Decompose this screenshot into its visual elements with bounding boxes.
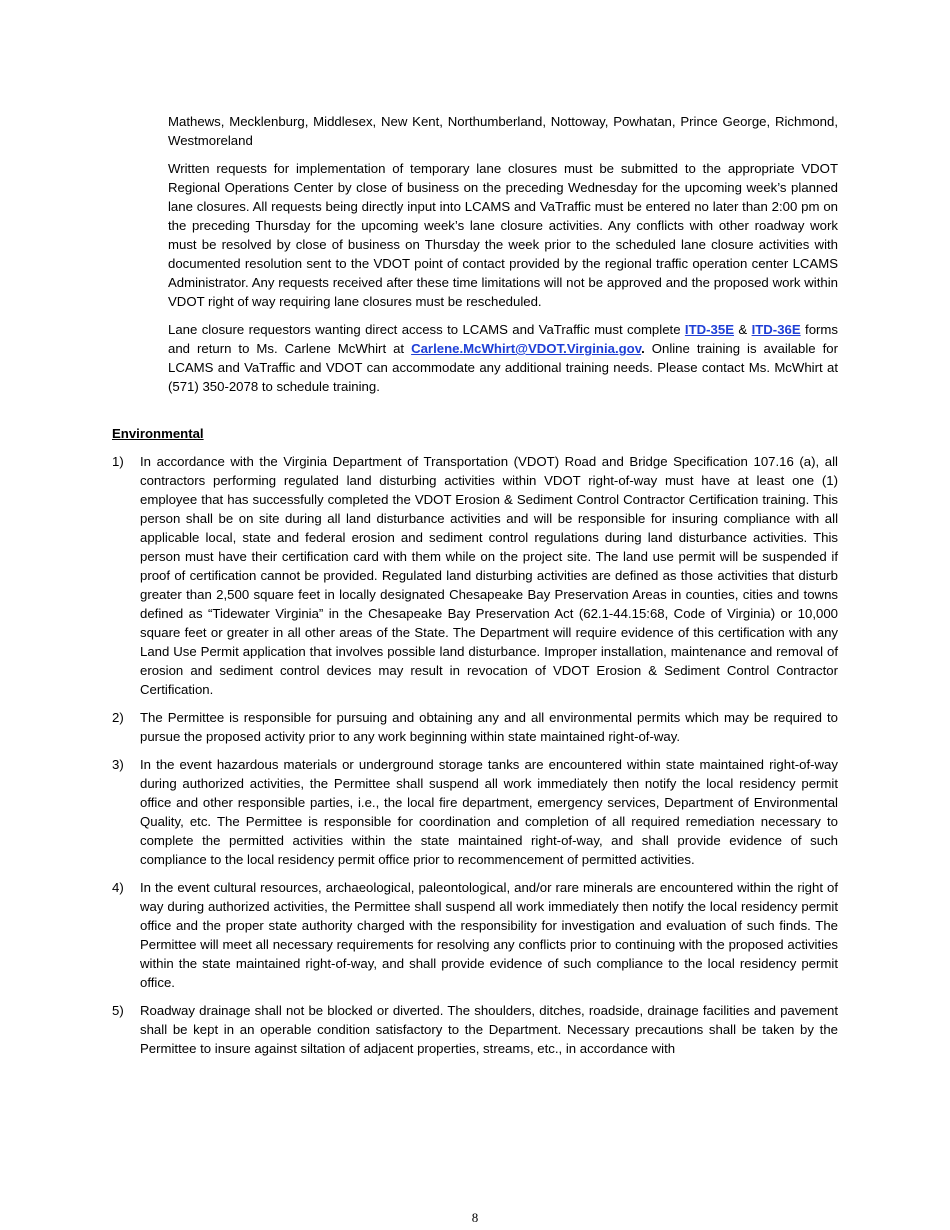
list-item bbox=[112, 452, 838, 699]
ampersand-text: & bbox=[734, 322, 752, 337]
environmental-list bbox=[112, 452, 838, 1067]
access-text-mid: forms and return to Ms. Carlene McWhirt at bbox=[168, 322, 839, 356]
access-text-after: Online training is available for LCAMS and VaTraffic and VDOT can accommodate any additional training needs. Please contact Ms. McWhirt at (571) 350-2078 to schedule training. bbox=[168, 341, 838, 394]
list-item-text: In accordance with the Virginia Department of Transportation (VDOT) Road and Bridge Specification 107.16 (a), all contractors performing regulated land disturbing activities within VDOT right-of-way must have at least one (1) employee that has successfully completed the VDOT Erosion & Sediment Control Contractor Certification training. This person shall be on site during all land disturbance activities and will be responsible for insuring compliance with all applicable local, state and federal erosion and sediment control regulations during land disturbance activities. This person must have their certification card with them while on the project site. The land use permit will be suspended if proof of certification cannot be provided. Regulated land disturbing activities are defined as those activities that disturb greater than 2,500 square feet in locally designated Chesapeake Bay Preservation Areas in counties, cities and towns defined as “Tidewater Virginia” in the Chesapeake Bay Preservation Act (62.1-44.15:68, Code of Virginia) or 10,000 square feet or greater in all other areas of the State. The Department will require evidence of this certification with any Land Use Permit application that involves possible land disturbance. Improper installation, maintenance and removal of erosion and sediment control devices may result in revocation of VDOT Erosion & Sediment Control Contractor Certification. bbox=[140, 454, 838, 697]
list-item-number: 4) bbox=[112, 880, 124, 895]
list-item-text: The Permittee is responsible for pursuing and obtaining any and all environmental permits which may be required to pursue the proposed activity prior to any work beginning within state maintained right-of-way. bbox=[140, 710, 838, 744]
list-item-number: 3) bbox=[112, 757, 124, 772]
itd-36e-link[interactable]: ITD-36E bbox=[751, 322, 801, 337]
email-link[interactable]: Carlene.McWhirt@VDOT.Virginia.gov bbox=[411, 341, 642, 356]
list-item bbox=[112, 878, 838, 992]
itd-35e-link[interactable]: ITD-35E bbox=[684, 322, 735, 337]
page-number: 8 bbox=[471, 1210, 479, 1225]
list-item bbox=[112, 708, 838, 746]
email-period: . bbox=[641, 341, 645, 356]
list-item-text: Roadway drainage shall not be blocked or diverted. The shoulders, ditches, roadside, drainage facilities and pavement shall be kept in an operable condition satisfactory to the Department. Necessary precautions shall be taken by the Permittee to insure against siltation of adjacent properties, streams, etc., in accordance with bbox=[140, 1003, 838, 1056]
list-item-number: 1) bbox=[112, 454, 124, 469]
list-item-number: 5) bbox=[112, 1003, 124, 1018]
written-requests-paragraph: Written requests for implementation of temporary lane closures must be submitted to the appropriate VDOT Regional Operations Center by close of business on the preceding Wednesday for the upcoming week’s planned lane closures. All requests being directly input into LCAMS and VaTraffic must be entered no later than 2:00 pm on the preceding Thursday for the upcoming week’s lane closure activities. Any conflicts with other roadway work must be resolved by close of business on Thursday the week prior to the scheduled lane closure activities with documented resolution sent to the VDOT point of contact provided by the regional traffic operation center LCAMS Administrator. Any requests received after these time limitations will not be approved and the proposed work within VDOT right of way requiring lane closures must be rescheduled. bbox=[168, 161, 838, 309]
access-paragraph bbox=[168, 320, 838, 396]
environmental-heading: Environmental bbox=[112, 426, 204, 441]
list-item-number: 2) bbox=[112, 710, 124, 725]
list-item-text: In the event hazardous materials or underground storage tanks are encountered within state maintained right-of-way during authorized activities, the Permittee shall suspend all work immediately then notify the local residency permit office and other responsible parties, i.e., the local fire department, emergency services, Department of Environmental Quality, etc. The Permittee is responsible for coordination and completion of all required remediation necessary to complete the permitted activities within the state maintained right-of-way, and shall provide evidence of such compliance to the local residency permit office prior to recommencement of permitted activities. bbox=[140, 757, 838, 867]
list-item bbox=[112, 1001, 838, 1058]
access-text-before: Lane closure requestors wanting direct access to LCAMS and VaTraffic must complete bbox=[168, 322, 685, 337]
list-item bbox=[112, 755, 838, 869]
intro-block bbox=[168, 112, 838, 405]
list-item-text: In the event cultural resources, archaeological, paleontological, and/or rare minerals are encountered within the right of way during authorized activities, the Permittee shall suspend all work immediately then notify the local residency permit office and the proper state authority charged with the responsibility for investigation and evaluation of such finds. The Permittee will meet all necessary requirements for resolving any conflicts prior to continuing with the proposed activities within the state maintained right-of-way, and shall provide evidence of such compliance to the local residency permit office. bbox=[140, 880, 838, 990]
counties-paragraph: Mathews, Mecklenburg, Middlesex, New Kent, Northumberland, Nottoway, Powhatan, Prince George, Richmond, Westmoreland bbox=[168, 114, 838, 148]
